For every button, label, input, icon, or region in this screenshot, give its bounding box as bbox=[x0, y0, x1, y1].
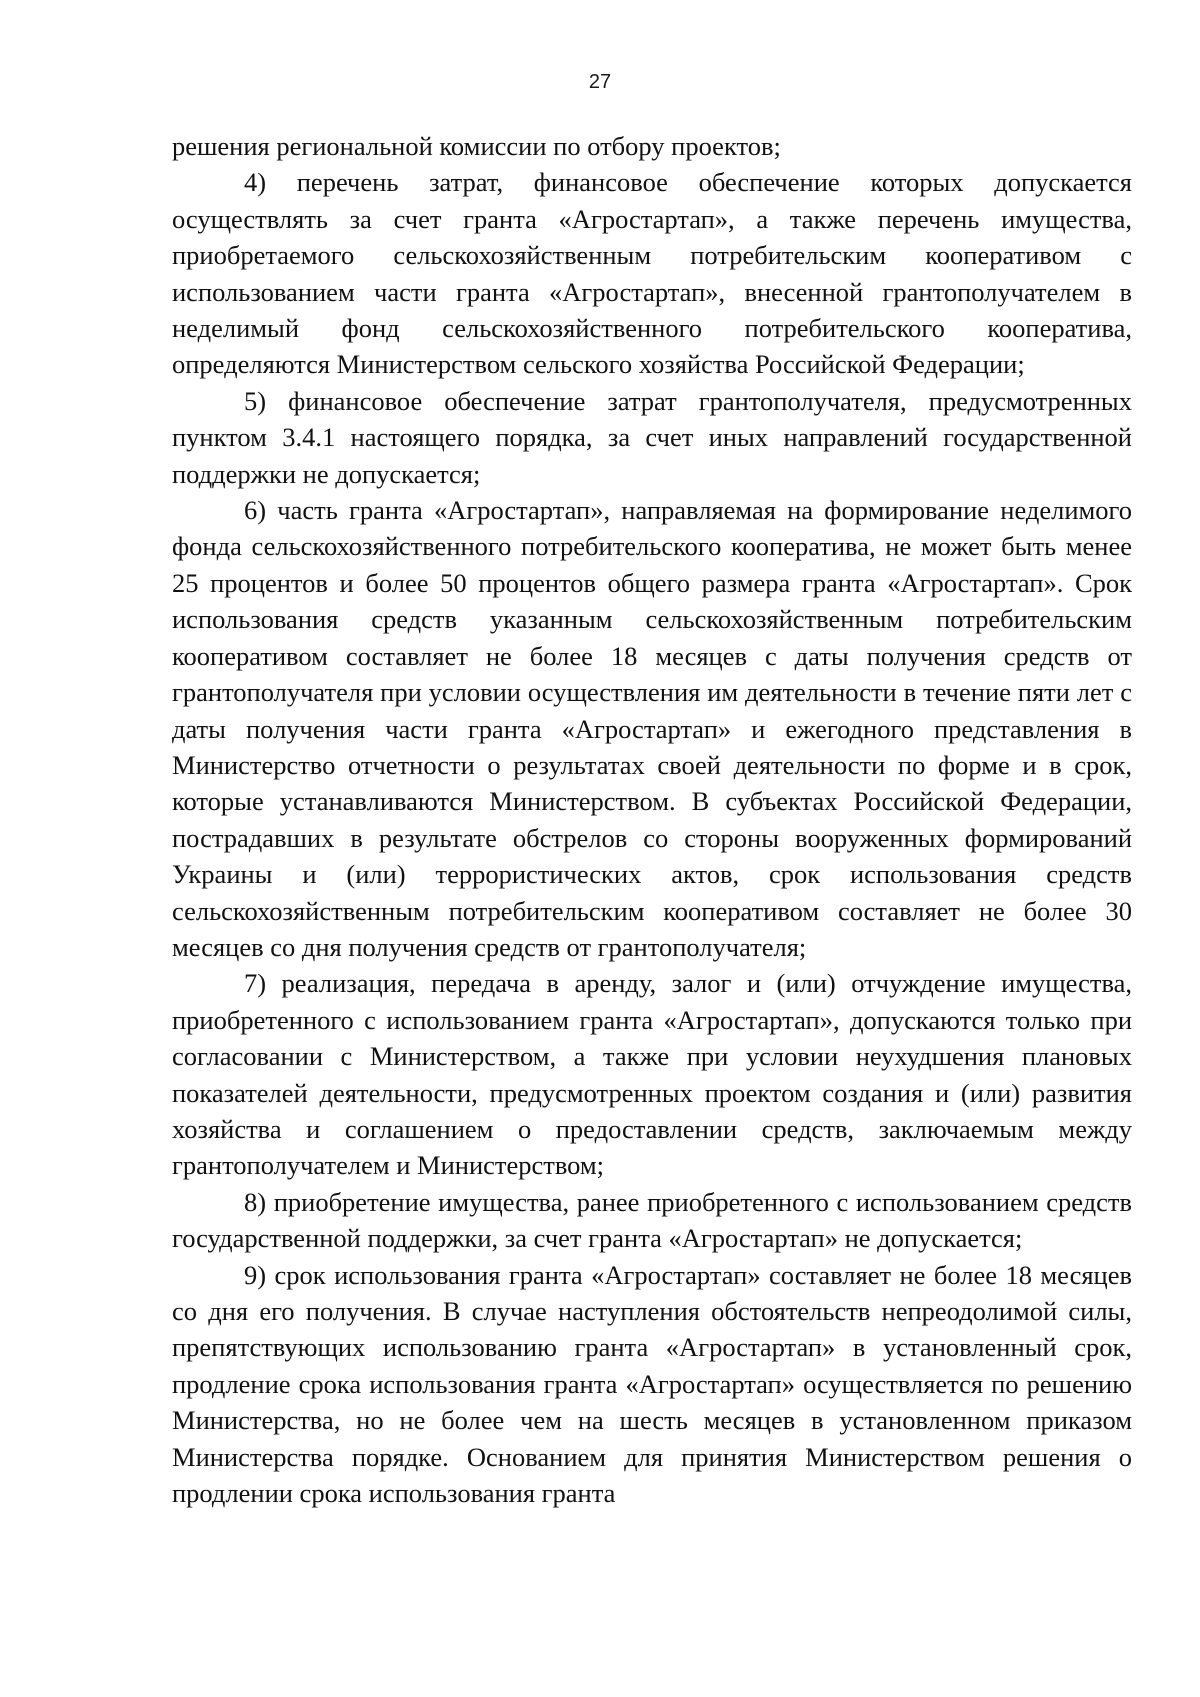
paragraph-item-9: 9) срок использования гранта «Агростартап» составляет не более 18 месяцев со дня его получения. В случае наступления обстоятельств непреодолимой силы, препятствующих использованию гранта «Агростартап» в установленный срок, продление срока использования гранта «Агростартап» осуществляется по решению Министерства, но не более чем на шесть месяцев в установленном приказом Министерства порядке. Основанием для принятия Министерством решения о продлении срока использования гранта bbox=[172, 1259, 1132, 1509]
paragraph-item-5: 5) финансовое обеспечение затрат грантополучателя, предусмотренных пунктом 3.4.1 настоящего порядка, за счет иных направлений государственной поддержки не допускается; bbox=[172, 385, 1132, 489]
paragraph-item-6: 6) часть гранта «Агростартап», направляемая на формирование неделимого фонда сельскохозяйственного потребительского кооператива, не может быть менее 25 процентов и более 50 процентов общего размера гранта «Агростартап». Срок использования средств указанным сельскохозяйственным потребительским кооперативом составляет не более 18 месяцев с даты получения средств от грантополучателя при условии осуществления им деятельности в течение пяти лет с даты получения части гранта «Агростартап» и ежегодного представления в Министерство отчетности о результатах своей деятельности по форме и в срок, которые устанавливаются Министерством. В субъектах Российской Федерации, пострадавших в результате обстрелов со стороны вооруженных формирований Украины и (или) террористических актов, срок использования средств сельскохозяйственным потребительским кооперативом составляет не более 30 месяцев со дня получения средств от грантополучателя; bbox=[172, 495, 1132, 962]
paragraph-continuation: решения региональной комиссии по отбору проектов; bbox=[172, 131, 781, 161]
document-body bbox=[172, 128, 1132, 1511]
paragraph-item-7: 7) реализация, передача в аренду, залог и (или) отчуждение имущества, приобретенного с использованием гранта «Агростартап», допускаются только при согласовании с Министерством, а также при условии неухудшения плановых показателей деятельности, предусмотренных проектом создания и (или) развития хозяйства и соглашением о предоставлении средств, заключаемым между грантополучателем и Министерством; bbox=[172, 968, 1132, 1181]
paragraph-item-4: 4) перечень затрат, финансовое обеспечение которых допускается осуществлять за счет гранта «Агростартап», а также перечень имущества, приобретаемого сельскохозяйственным потребительским кооперативом с использованием части гранта «Агростартап», внесенной грантополучателем в неделимый фонд сельскохозяйственного потребительского кооператива, определяются Министерством сельского хозяйства Российской Федерации; bbox=[172, 167, 1132, 380]
page-number: 27 bbox=[588, 71, 612, 93]
paragraph-item-8: 8) приобретение имущества, ранее приобретенного с использованием средств государственной поддержки, за счет гранта «Агростартап» не допускается; bbox=[172, 1186, 1132, 1254]
